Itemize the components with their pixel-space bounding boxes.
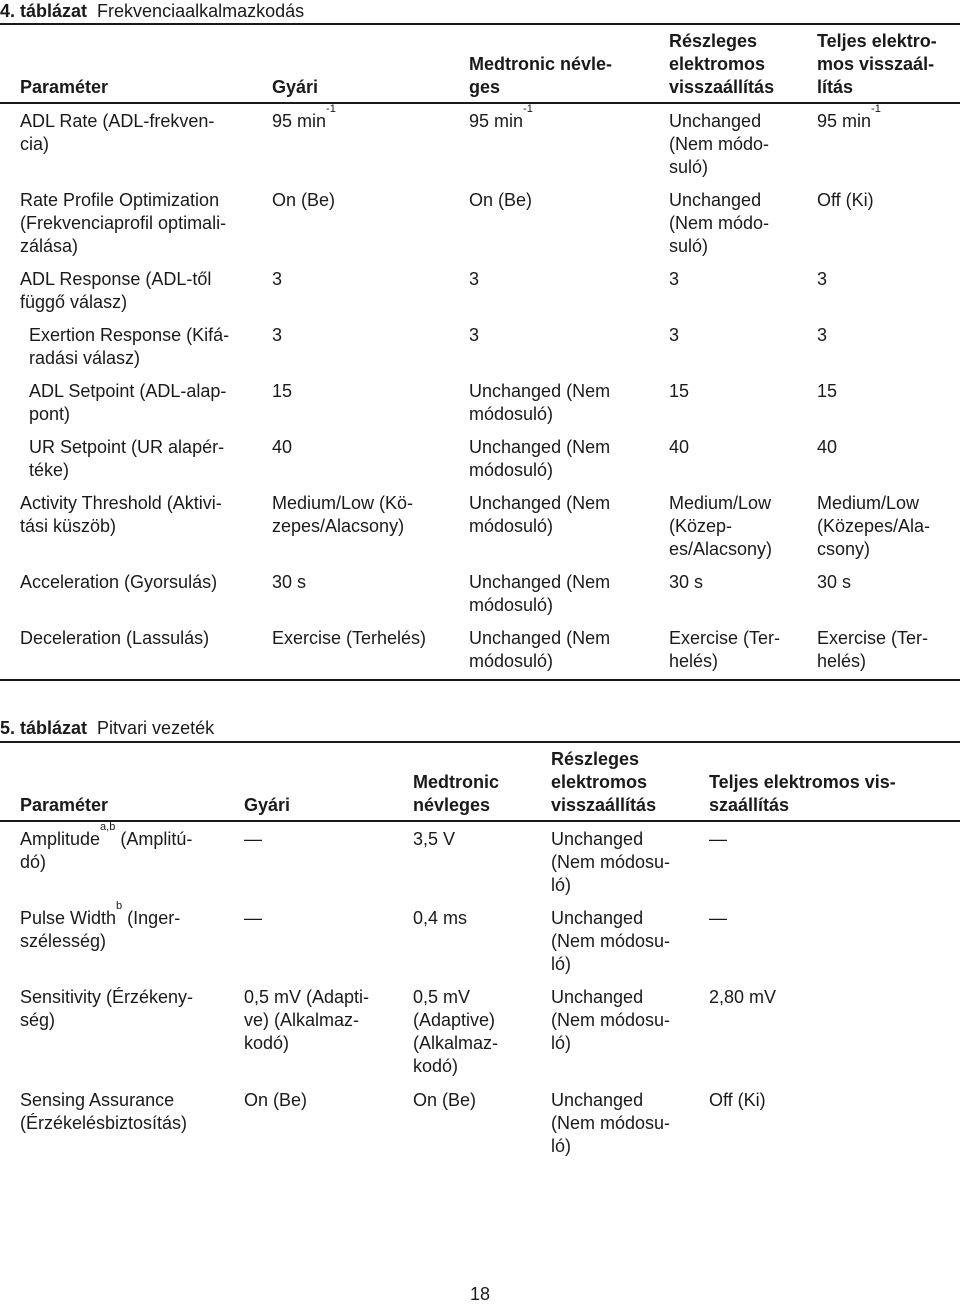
table-cell: 15 [669,381,690,401]
header-cell: Gyári [244,795,291,815]
table-cell: 15 [272,381,293,401]
table-cell: 3 [469,325,480,345]
header-cell: Teljes elektromos vis- szaállítás [709,772,896,815]
table5-caption-number: 5. táblázat [0,718,88,738]
table4-header-rule [0,102,960,104]
header-cell: Részleges elektromos visszaállítás [551,749,657,815]
table4-caption [0,0,304,23]
header-cell: Részleges elektromos visszaállítás [669,31,775,97]
header-cell: Gyári [272,77,319,97]
table5-header-rule [0,820,960,822]
table-cell: On (Be) [272,190,336,210]
row-label: Sensitivity (Érzékeny- ség) [20,987,194,1030]
row-label: Amplitude$^{a,b}$ (Amplitú- dó) [20,821,193,872]
table-cell: 0,5 mV (Adaptive) (Alkalmaz- kodó) [413,987,499,1076]
table-cell: 95 $\min^{-1}$ [272,103,336,131]
table-cell: Medium/Low (Kö- zepes/Alacsony) [272,493,414,536]
row-label: Rate Profile Optimization (Frekvenciaprofil optimali- zálása) [20,190,227,256]
table-cell: 40 [669,437,690,457]
table-cell: 3 [669,325,680,345]
table4-caption-title: Frekvenciaalkalmazkodás [97,1,305,21]
table4-caption-number: 4. táblázat [0,1,88,21]
table-cell: Unchanged (Nem módosuló) [469,572,611,615]
table-cell: 30 s [817,572,852,592]
table-cell: Unchanged (Nem módo- suló) [669,190,770,256]
table-cell: — [709,908,727,928]
header-cell: Medtronic névleges [413,772,500,815]
row-label: ADL Response (ADL-től függő válasz) [20,269,212,312]
table5-caption-title: Pitvari vezeték [97,718,215,738]
table-cell: 30 s [669,572,704,592]
table-cell: On (Be) [244,1090,308,1110]
table-cell: — [244,829,262,849]
table-cell: Exercise (Ter- helés) [669,628,781,671]
table-cell: Medium/Low (Közepes/Ala- csony) [817,493,931,559]
table-cell: On (Be) [469,190,533,210]
table-cell: Unchanged (Nem módosuló) [469,493,611,536]
table-cell: On (Be) [413,1090,477,1110]
row-label: Pulse Width$^b$ (Inger- szélesség) [20,900,181,951]
table5-top-rule [0,741,960,743]
table-cell: Unchanged (Nem módosu- ló) [551,987,671,1053]
table4-top-rule [0,23,960,25]
table-cell: Unchanged (Nem módosuló) [469,381,611,424]
row-label: Activity Threshold (Aktivi- tási küszöb) [20,493,222,536]
table-cell: Unchanged (Nem módo- suló) [669,111,770,177]
table-cell: 3 [817,325,828,345]
row-label: Deceleration (Lassulás) [20,628,210,648]
row-label: ADL Rate (ADL-frekven- cia) [20,111,215,154]
header-cell: Medtronic névle- ges [469,54,613,97]
table-cell: Off (Ki) [817,190,874,210]
table5-caption [0,717,214,740]
row-label: UR Setpoint (UR alapér- téke) [29,437,225,480]
row-label: Acceleration (Gyorsulás) [20,572,218,592]
row-label: Exertion Response (Kifá- radási válasz) [29,325,230,368]
table-cell: 3 [272,269,283,289]
header-cell: Teljes elektro- mos visszaál- lítás [817,31,937,97]
table-cell: Medium/Low (Közep- es/Alacsony) [669,493,773,559]
table-cell: 0,5 mV (Adapti- ve) (Alkalmaz- kodó) [244,987,370,1053]
table-cell: 40 [272,437,293,457]
table-cell: 3 [817,269,828,289]
table-cell: — [244,908,262,928]
table-cell: Unchanged (Nem módosu- ló) [551,908,671,974]
table-cell: Unchanged (Nem módosuló) [469,437,611,480]
table-cell: Exercise (Terhelés) [272,628,427,648]
table-cell: Exercise (Ter- helés) [817,628,929,671]
row-label: Sensing Assurance (Érzékelésbiztosítás) [20,1090,188,1133]
table-cell: — [709,829,727,849]
table4-bottom-rule [0,679,960,681]
table-cell: 40 [817,437,838,457]
row-label: ADL Setpoint (ADL-alap- pont) [29,381,227,424]
table-cell: Unchanged (Nem módosu- ló) [551,1090,671,1156]
table-cell: 3 [669,269,680,289]
table-cell: 0,4 ms [413,908,468,928]
header-cell: Paraméter [20,77,109,97]
table-cell: Unchanged (Nem módosuló) [469,628,611,671]
table-cell: 3 [272,325,283,345]
table-cell: 3 [469,269,480,289]
table-cell: 3,5 V [413,829,456,849]
table-cell: 30 s [272,572,307,592]
table-cell: Off (Ki) [709,1090,766,1110]
header-cell: Paraméter [20,795,109,815]
page-number: 18 [469,1284,491,1304]
table-cell: Unchanged (Nem módosu- ló) [551,829,671,895]
table-cell: 2,80 mV [709,987,777,1007]
table-cell: 95 $\min^{-1}$ [469,103,533,131]
table-cell: 15 [817,381,838,401]
table-cell: 95 $\min^{-1}$ [817,103,881,131]
